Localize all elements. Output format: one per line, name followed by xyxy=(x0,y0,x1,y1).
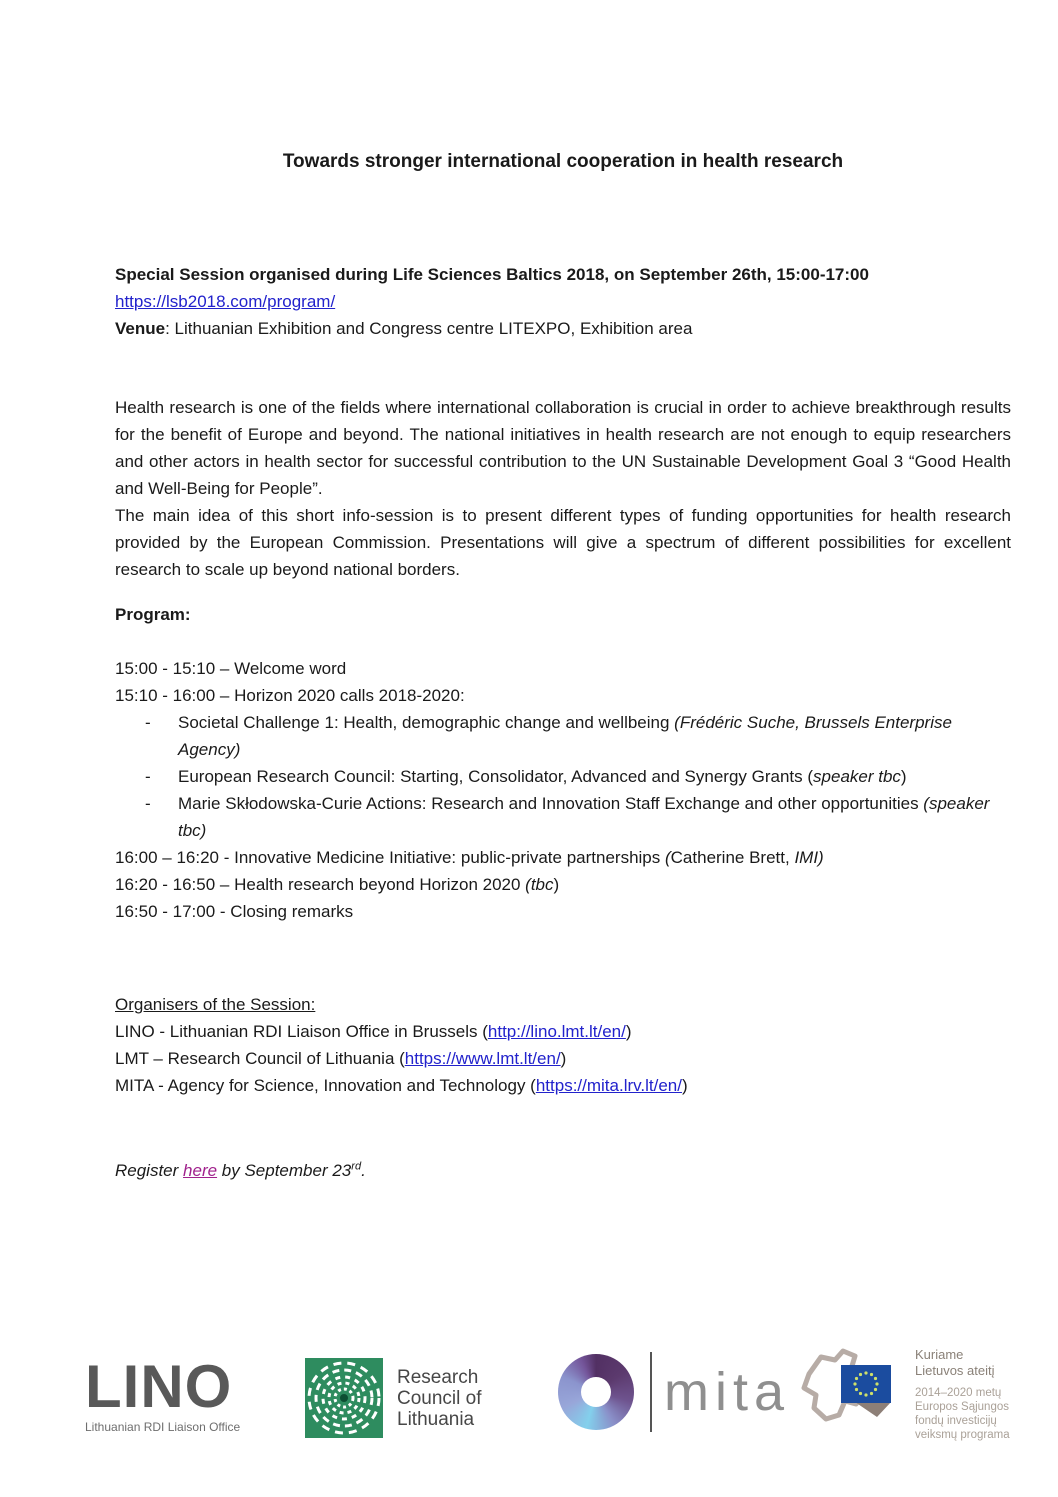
organiser-url-link[interactable]: https://mita.lrv.lt/en/ xyxy=(535,1076,682,1095)
organiser-line xyxy=(115,1045,1011,1072)
program-item-text xyxy=(178,790,1011,844)
program-text-run: 16:20 - 16:50 – Health research beyond Horizon 2020 xyxy=(115,875,526,894)
program-item xyxy=(115,844,1011,871)
mita-wordmark: mita xyxy=(664,1362,791,1422)
eu-flag-fold xyxy=(855,1402,891,1417)
program-text-run: European Research Council: Starting, Consolidator, Advanced and Synergy Grants ( xyxy=(178,767,814,786)
eu-sub-line: Europos Sąjungos xyxy=(915,1401,1009,1413)
organiser-text: ) xyxy=(560,1049,567,1068)
program-item xyxy=(115,871,1011,898)
register-post: . xyxy=(361,1161,366,1180)
program-text-run: Societal Challenge 1: Health, demographic change and wellbeing xyxy=(178,713,675,732)
venue-label: Venue xyxy=(115,319,166,338)
page-title: Towards stronger international cooperation in health research xyxy=(282,151,844,172)
mita-logo xyxy=(558,1352,790,1432)
eu-sub-lines xyxy=(915,1386,1010,1442)
mita-swirl-icon xyxy=(558,1354,634,1430)
program-text-run: (Frédéric Suche, Brussels Enterprise Agency) xyxy=(178,713,952,759)
lino-subtitle: Lithuanian RDI Liaison Office xyxy=(85,1420,241,1434)
program-item-text xyxy=(115,902,353,921)
eu-text-block xyxy=(915,1343,1010,1442)
program-item-text xyxy=(115,875,559,894)
program-text-run: (tbc xyxy=(525,875,554,894)
intro-paragraphs xyxy=(115,394,1011,583)
organiser-line xyxy=(115,1072,1011,1099)
research-council-icon xyxy=(305,1358,383,1438)
research-council-text-line: Research xyxy=(397,1366,479,1388)
bullet-marker: - xyxy=(145,794,151,813)
organiser-url-link[interactable]: https://www.lmt.lt/en/ xyxy=(404,1049,561,1068)
lino-logo xyxy=(85,1353,255,1434)
research-council-text-line: Council of xyxy=(397,1387,482,1409)
organisers-section xyxy=(115,991,1011,1099)
program-item-text xyxy=(178,763,907,790)
program-text-run: 15:10 - 16:00 – Horizon 2020 calls 2018-2020: xyxy=(115,686,465,705)
register-pre: Register xyxy=(115,1161,184,1180)
session-meta xyxy=(115,261,1011,342)
organisers-heading: Organisers of the Session: xyxy=(115,995,316,1014)
program-bullet-item xyxy=(115,790,1011,844)
program-bullet-item xyxy=(115,709,1011,763)
eu-sub-line: 2014–2020 metų xyxy=(915,1387,1002,1399)
program-url-line xyxy=(115,288,1011,315)
program-text-run: 15:00 - 15:10 – Welcome word xyxy=(115,659,347,678)
bullet-marker: - xyxy=(145,713,151,732)
organiser-text: ) xyxy=(681,1076,688,1095)
research-council-logo xyxy=(305,1358,482,1438)
session-headline: Special Session organised during Life Sciences Baltics 2018, on September 26th, 15:00-17:00 xyxy=(115,265,869,284)
intro-paragraph-1: Health research is one of the fields where international collaboration is crucial in order to achieve breakthrough results for the benefit of Europe and beyond. The national initiatives in health research are not enough to equip researchers and other actors in health sector for successful contribution to the UN Sustainable Development Goal 3 “Good Health and Well-Being for People”. xyxy=(115,398,1011,498)
eu-sub-line: veiksmų programa xyxy=(915,1429,1010,1441)
program-heading: Program: xyxy=(115,605,191,624)
program-item xyxy=(115,682,1011,709)
program-url-link[interactable]: https://lsb2018.com/program/ xyxy=(115,292,336,311)
program-text-run: speaker tbc xyxy=(813,767,901,786)
program-bullet-item xyxy=(115,763,1011,790)
program-text-run: IMI) xyxy=(794,848,824,867)
venue-text: : Lithuanian Exhibition and Congress centre LITEXPO, Exhibition area xyxy=(165,319,693,338)
eu-title-line: Lietuvos ateitį xyxy=(915,1363,995,1378)
program-text-run: ( xyxy=(664,848,671,867)
research-council-text-line: Lithuania xyxy=(397,1408,475,1430)
register-mid: by September 23 xyxy=(217,1161,352,1180)
program-item xyxy=(115,655,1011,682)
register-link[interactable]: here xyxy=(183,1161,218,1180)
program-list xyxy=(115,655,1011,925)
program-text-run: Marie Skłodowska-Curie Actions: Research and Innovation Staff Exchange and other opportunities xyxy=(178,794,924,813)
organiser-text: LMT – Research Council of Lithuania ( xyxy=(115,1049,405,1068)
eu-title-lines xyxy=(915,1347,1010,1379)
eu-title-line: Kuriame xyxy=(915,1347,964,1362)
program-text-run: 16:50 - 17:00 - Closing remarks xyxy=(115,902,354,921)
program-item xyxy=(115,898,1011,925)
program-item-text xyxy=(115,686,465,705)
register-line xyxy=(115,1157,1011,1184)
program-text-run: Catherine Brett, xyxy=(670,848,795,867)
eu-funding-logo xyxy=(793,1343,1010,1442)
organiser-text: LINO - Lithuanian RDI Liaison Office in Brussels ( xyxy=(115,1022,488,1041)
organiser-text: ) xyxy=(625,1022,632,1041)
mita-divider xyxy=(650,1352,652,1432)
organiser-text: MITA - Agency for Science, Innovation and Technology ( xyxy=(115,1076,536,1095)
bullet-marker: - xyxy=(145,767,151,786)
program-item-text xyxy=(115,659,346,678)
program-item-text xyxy=(115,848,824,867)
register-ordinal: rd xyxy=(351,1160,362,1173)
program-text-run: ) xyxy=(900,767,907,786)
program-text-run: ) xyxy=(553,875,560,894)
lithuania-map-icon xyxy=(793,1343,905,1433)
eu-sub-line: fondų investicijų xyxy=(915,1415,997,1427)
program-text-run: (speaker tbc) xyxy=(178,794,990,840)
venue-line xyxy=(115,315,1011,342)
program-text-run: 16:00 – 16:20 - Innovative Medicine Initiative: public-private partnerships xyxy=(115,848,665,867)
organiser-lines xyxy=(115,1018,1011,1099)
intro-paragraph-2: The main idea of this short info-session is to present different types of funding opportunities for health research provided by the European Commission. Presentations will give a spectrum of different possibilities for excellent research to scale up beyond national borders. xyxy=(115,506,1011,579)
organiser-line xyxy=(115,1018,1011,1045)
eu-flag-icon xyxy=(841,1365,891,1403)
organiser-url-link[interactable]: http://lino.lmt.lt/en/ xyxy=(487,1022,626,1041)
program-item-text xyxy=(178,709,1011,763)
research-council-text xyxy=(397,1367,482,1430)
lino-wordmark: LINO xyxy=(85,1353,233,1420)
